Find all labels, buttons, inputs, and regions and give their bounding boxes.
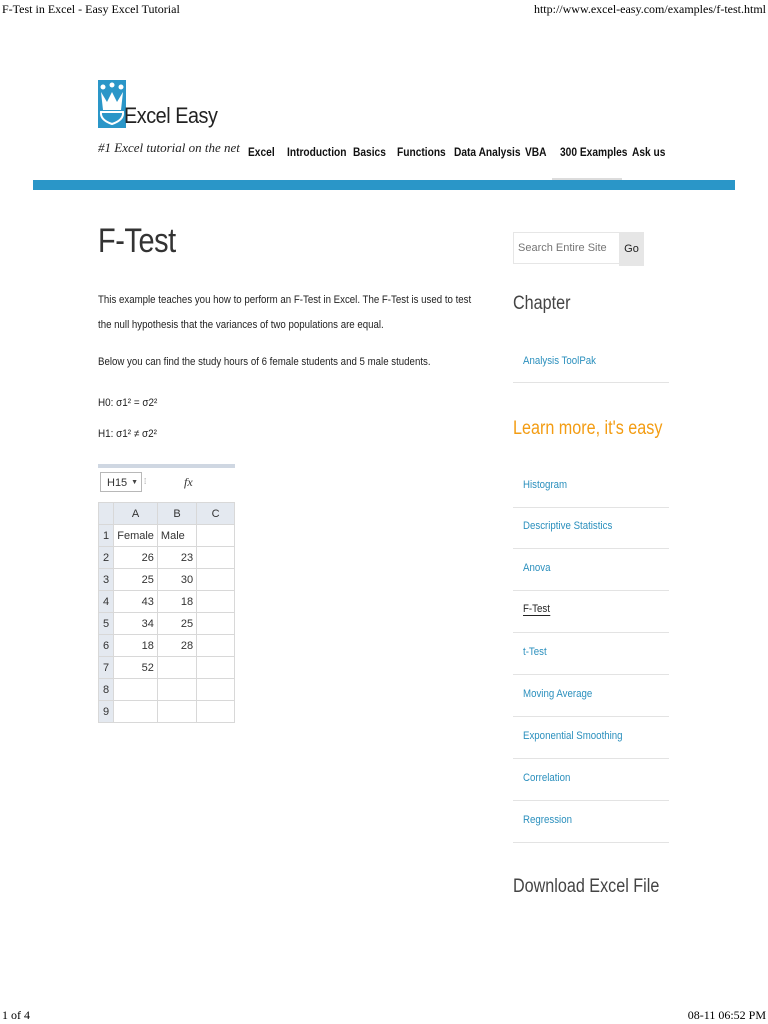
divider	[513, 507, 669, 508]
cell	[114, 679, 158, 701]
formula-divider-icon: ⁞	[144, 477, 147, 486]
tagline: #1 Excel tutorial on the net	[98, 140, 240, 155]
row-header: 8	[99, 679, 114, 701]
cell	[114, 701, 158, 723]
divider	[513, 800, 669, 801]
table-row	[99, 701, 235, 723]
sidebar-link-regression[interactable]: Regression	[523, 814, 572, 826]
divider	[513, 716, 669, 717]
fx-icon: fx	[184, 475, 193, 489]
cell	[157, 679, 196, 701]
cell	[157, 701, 196, 723]
nav-introduction[interactable]: Introduction	[287, 145, 347, 159]
page-title: F-Test	[98, 222, 176, 260]
cell	[197, 547, 235, 569]
cell	[197, 591, 235, 613]
sidebar-link-anova[interactable]: Anova	[523, 562, 551, 574]
data-description: Below you can find the study hours of 6 female students and 5 male students.	[98, 356, 431, 368]
column-header: B	[157, 503, 196, 525]
table-row	[99, 657, 235, 679]
cell: Female	[114, 525, 158, 547]
divider	[513, 758, 669, 759]
table-row	[99, 569, 235, 591]
sheet-top-border	[98, 464, 235, 468]
chapter-link[interactable]: Analysis ToolPak	[523, 355, 596, 367]
alt-hypothesis: H1: σ1² ≠ σ2²	[98, 428, 157, 440]
divider	[513, 674, 669, 675]
name-box	[100, 472, 142, 492]
cell: 43	[114, 591, 158, 613]
sidebar-link-moving-average[interactable]: Moving Average	[523, 688, 593, 700]
divider	[513, 842, 669, 843]
nav-vba[interactable]: VBA	[525, 145, 547, 159]
dropdown-arrow-icon: ▼	[131, 479, 138, 486]
intro-paragraph: This example teaches you how to perform an F-Test in Excel. The F-Test is used to test the null hypothesis that the variances of two populations are equal.	[98, 294, 472, 331]
table-row	[99, 635, 235, 657]
cell: 23	[157, 547, 196, 569]
search-button[interactable]: Go	[619, 232, 644, 266]
cell	[157, 657, 196, 679]
cell	[197, 635, 235, 657]
sidebar-link-histogram[interactable]: Histogram	[523, 479, 568, 491]
formula-bar	[144, 472, 297, 492]
cell: 34	[114, 613, 158, 635]
sidebar-link-exponential-smoothing[interactable]: Exponential Smoothing	[523, 730, 623, 742]
nav-functions[interactable]: Functions	[397, 145, 446, 159]
cell: 18	[114, 635, 158, 657]
table-row	[99, 591, 235, 613]
header-bar	[33, 180, 735, 190]
cell	[197, 679, 235, 701]
row-header: 9	[99, 701, 114, 723]
column-header: C	[197, 503, 235, 525]
nav-excel[interactable]: Excel	[248, 145, 275, 159]
search-input[interactable]	[513, 232, 619, 264]
cell: 30	[157, 569, 196, 591]
chapter-heading: Chapter	[513, 293, 571, 314]
divider	[513, 632, 669, 633]
nav-data-analysis[interactable]: Data Analysis	[454, 145, 521, 159]
cell: 25	[157, 613, 196, 635]
row-header: 5	[99, 613, 114, 635]
row-header: 3	[99, 569, 114, 591]
sidebar-link-correlation[interactable]: Correlation	[523, 772, 571, 784]
divider	[513, 548, 669, 549]
print-page-number: 1 of 4	[2, 1008, 30, 1022]
print-page-title: F-Test in Excel - Easy Excel Tutorial	[2, 2, 180, 16]
cell: 18	[157, 591, 196, 613]
cell: 52	[114, 657, 158, 679]
name-box-value: H15	[107, 477, 128, 489]
row-header: 7	[99, 657, 114, 679]
cell	[197, 525, 235, 547]
sidebar-link-f-test[interactable]: F-Test	[523, 603, 550, 615]
download-heading: Download Excel File	[513, 876, 660, 897]
nav-300-examples[interactable]: 300 Examples	[560, 145, 628, 159]
cell	[197, 613, 235, 635]
table-row	[99, 525, 235, 547]
spreadsheet-screenshot	[98, 464, 235, 736]
sidebar-link-descriptive-statistics[interactable]: Descriptive Statistics	[523, 520, 613, 532]
cell	[197, 569, 235, 591]
row-header: 4	[99, 591, 114, 613]
cell	[197, 657, 235, 679]
cell: Male	[157, 525, 196, 547]
learn-more-heading: Learn more, it's easy	[513, 418, 663, 439]
sheet-grid	[98, 502, 235, 723]
cell: 26	[114, 547, 158, 569]
cell: 28	[157, 635, 196, 657]
sidebar-link-t-test[interactable]: t-Test	[523, 646, 547, 658]
divider	[513, 382, 669, 383]
corner-cell	[99, 503, 114, 525]
nav-ask-us[interactable]: Ask us	[632, 145, 666, 159]
logo-text[interactable]: Excel Easy	[124, 103, 218, 128]
cell	[197, 701, 235, 723]
print-datetime: 08-11 06:52 PM	[687, 1008, 766, 1022]
cell: 25	[114, 569, 158, 591]
row-header: 6	[99, 635, 114, 657]
logo-crown-icon[interactable]	[98, 80, 126, 128]
divider	[513, 590, 669, 591]
table-row	[99, 613, 235, 635]
row-header: 2	[99, 547, 114, 569]
table-row	[99, 547, 235, 569]
null-hypothesis: H0: σ1² = σ2²	[98, 397, 158, 409]
nav-basics[interactable]: Basics	[353, 145, 386, 159]
table-row	[99, 679, 235, 701]
main-nav	[0, 145, 768, 165]
column-header: A	[114, 503, 158, 525]
print-url: http://www.excel-easy.com/examples/f-test.html	[533, 2, 766, 16]
row-header: 1	[99, 525, 114, 547]
